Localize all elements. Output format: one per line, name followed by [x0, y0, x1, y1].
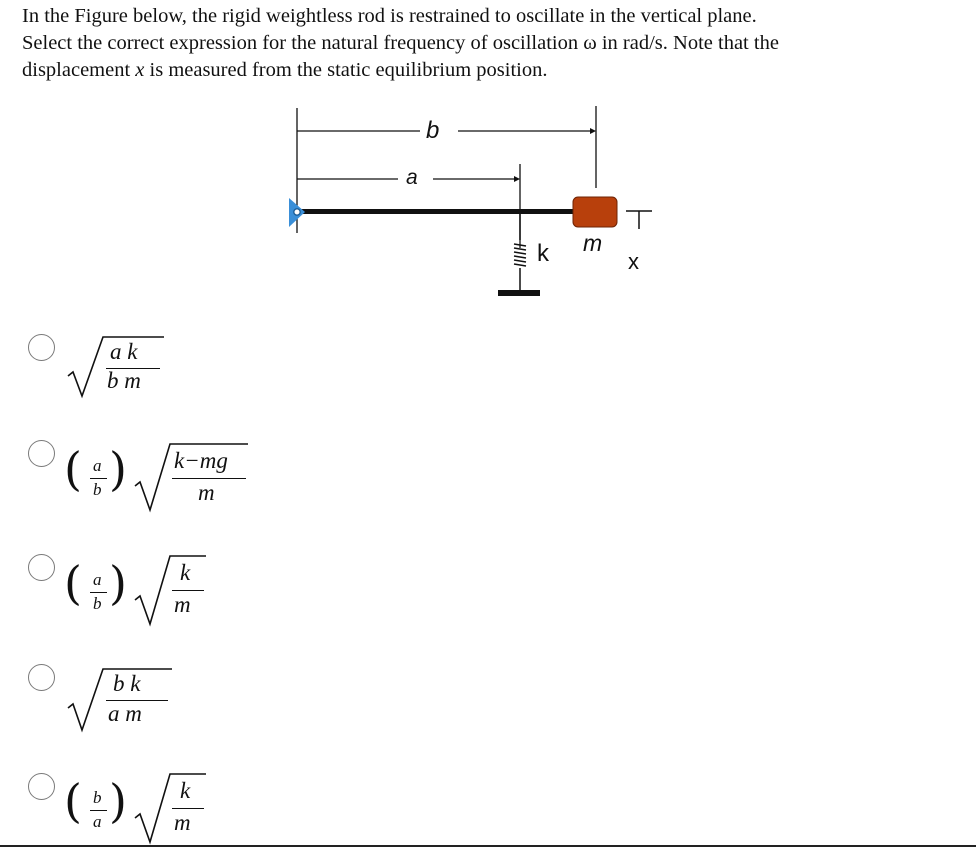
- option-3-radio[interactable]: [28, 554, 55, 581]
- option-4-expression: [66, 666, 176, 732]
- option-5-denominator: m: [174, 810, 191, 835]
- left-paren: (: [64, 442, 82, 496]
- mass-block: [573, 197, 617, 227]
- option-3-pre-numerator: a: [93, 570, 102, 589]
- question-line-1: In the Figure below, the rigid weightless rod is restrained to oscillate in the vertical plane.: [22, 5, 757, 27]
- option-2-expression: [64, 438, 254, 514]
- option-2-denominator: m: [198, 480, 215, 505]
- label-x: x: [628, 249, 639, 274]
- label-m: m: [583, 230, 603, 256]
- left-paren: (: [64, 774, 82, 828]
- ground-base: [498, 290, 540, 296]
- label-k: k: [537, 240, 549, 267]
- option-2-radio[interactable]: [28, 440, 55, 467]
- option-5-pre-denominator: a: [93, 812, 102, 831]
- option-1-expression: [66, 334, 166, 398]
- question-line-2: Select the correct expression for the natural frequency of oscillation ω in rad/s. Note that the: [22, 32, 779, 54]
- question-line-3-end: is measured from the static equilibrium position.: [144, 59, 548, 81]
- figure-drawing: [280, 98, 660, 308]
- right-paren: ): [109, 774, 127, 828]
- option-3-expression: [64, 552, 214, 626]
- pivot-pin: [294, 209, 300, 215]
- option-5-pre-numerator: b: [93, 788, 102, 807]
- option-3-denominator: m: [174, 592, 191, 617]
- option-3-pre-denominator: b: [93, 594, 102, 613]
- option-1-radio[interactable]: [28, 334, 55, 361]
- option-2-numerator: k−mg: [174, 448, 228, 473]
- option-4-numerator: b k: [113, 671, 141, 696]
- right-paren: ): [109, 556, 127, 610]
- dimension-a-arrowhead: [514, 176, 520, 182]
- question-line-3-start: displacement: [22, 59, 136, 81]
- sqrt-icon: [64, 552, 214, 626]
- option-1-denominator: b m: [107, 368, 141, 393]
- option-4-radio[interactable]: [28, 664, 55, 691]
- question-line-3: [22, 57, 962, 84]
- rigid-rod: [297, 209, 579, 214]
- right-paren: ): [109, 442, 127, 496]
- option-2-pre-denominator: b: [93, 480, 102, 499]
- option-1-numerator: a k: [110, 339, 138, 364]
- option-5-expression: [64, 770, 214, 844]
- option-5-radio[interactable]: [28, 773, 55, 800]
- option-3-numerator: k: [180, 560, 191, 585]
- dimension-b-arrowhead: [590, 128, 596, 134]
- option-5-numerator: k: [180, 778, 191, 803]
- sqrt-icon: [64, 770, 214, 844]
- option-4-denominator: a m: [108, 701, 142, 726]
- bottom-divider: [0, 845, 976, 847]
- option-2-pre-numerator: a: [93, 456, 102, 475]
- rod-spring-mass-figure: [280, 98, 660, 308]
- left-paren: (: [64, 556, 82, 610]
- variable-x: x: [135, 59, 145, 81]
- label-b: b: [426, 117, 440, 144]
- label-a: a: [406, 166, 418, 189]
- question-text: [22, 3, 962, 84]
- spring-icon: [514, 214, 526, 290]
